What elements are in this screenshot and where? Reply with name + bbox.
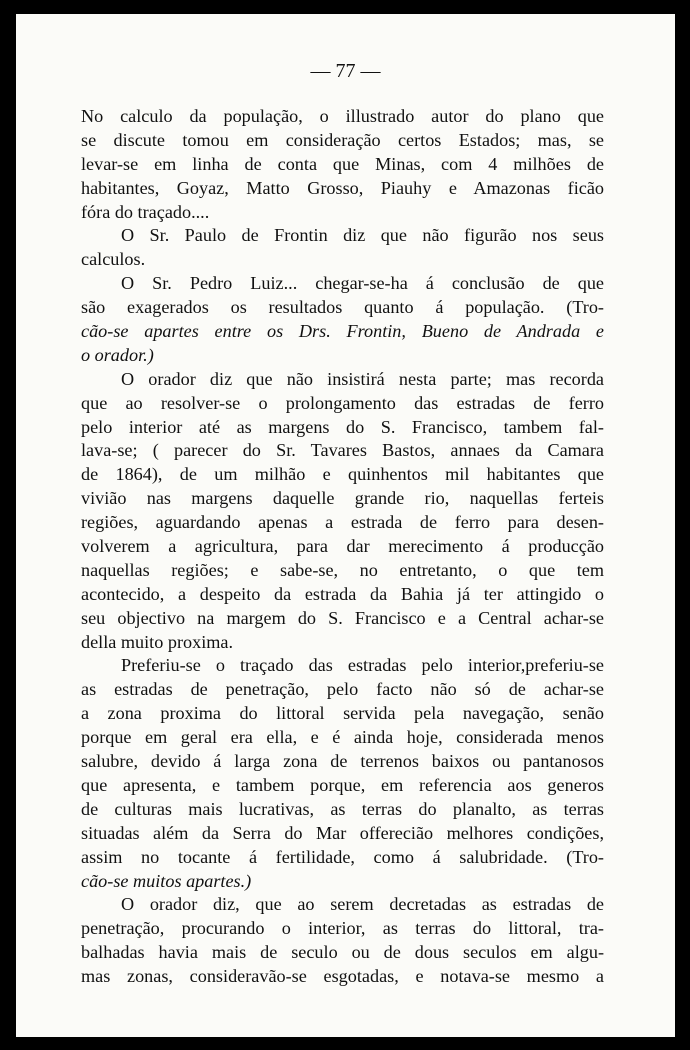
page-number: — 77 — [310,60,381,82]
text-line: O Sr. Pedro Luiz... chegar-se-ha á conclusão de que [121,273,604,294]
text-line: salubre, devido á larga zona de terrenos baixos ou pantanosos [81,751,604,772]
text-line: balhadas havia mais de seculo ou de dous seculos em algu- [81,942,604,963]
text-line: lava-se; ( parecer do Sr. Tavares Bastos, annaes da Camara [81,440,604,461]
text-line: vivião nas margens daquelle grande rio, naquellas ferteis [81,488,604,509]
italic-aside: o orador.) [81,344,154,365]
text-line: as estradas de penetração, pelo facto não só de achar-se [81,679,604,700]
text-line: della muito proxima. [81,631,234,652]
text-line: penetração, procurando o interior, as terras do littoral, tra- [81,918,604,939]
text-line: regiões, aguardando apenas a estrada de ferro para desen- [81,512,604,533]
text-line: calculos. [81,249,146,270]
text-line: acontecido, a despeito da estrada da Bahia já ter attingido o [81,583,604,604]
text-line: naquellas regiões; e sabe-se, no entretanto, o que tem [81,559,604,580]
text-line: O orador diz que não insistirá nesta parte; mas recorda [121,368,604,389]
text-line [81,870,604,894]
text-line: são exagerados os resultados quanto á população. (Tro- [81,297,604,318]
text-line: se discute tomou em consideração certos Estados; mas, se [81,129,604,150]
text-line: que apresenta, e tambem porque, em referencia aos generos [81,774,604,795]
text-line: levar-se em linha de conta que Minas, com 4 milhões de [81,153,604,174]
text-line: fóra do traçado.... [81,201,210,222]
text-line: situadas além da Serra do Mar offerecião melhores condições, [81,822,604,843]
text-line: No calculo da população, o illustrado autor do plano que [81,106,604,126]
text-line: volverem a agricultura, para dar merecimento á producção [81,536,604,557]
text-line: Preferiu-se o traçado das estradas pelo interior,preferiu-se [121,655,604,676]
text-line: seu objectivo na margem do S. Francisco e a Central achar-se [81,607,604,628]
document-page [16,14,675,1037]
italic-aside: cão-se apartes entre os Drs. Frontin, Bueno de Andrada e [81,321,604,342]
text-line: pelo interior até as margens do S. Francisco, tambem fal- [81,416,604,437]
speaker-name: O Sr. Paulo de Frontin diz que não figurão nos seus [121,225,604,246]
text-line: assim no tocante á fertilidade, como á salubridade. (Tro- [81,846,604,867]
text-line [81,224,604,248]
text-line [81,344,604,368]
text-line: habitantes, Goyaz, Matto Grosso, Piauhy e Amazonas ficão [81,177,604,198]
text-line: a zona proxima do littoral servida pela navegação, senão [81,703,604,724]
text-line: porque em geral era ella, e é ainda hoje, considerada menos [81,727,604,748]
text-line: de 1864), de um milhão e quinhentos mil habitantes que [81,464,604,485]
text-line: O orador diz, que ao serem decretadas as estradas de [121,894,604,915]
text-line: mas zonas, consideravão-se esgotadas, e notava-se mesmo a [81,966,604,987]
body-text [81,105,604,989]
text-line [81,320,604,344]
italic-aside: cão-se muitos apartes.) [81,870,252,891]
text-line: de culturas mais lucrativas, as terras do planalto, as terras [81,798,604,819]
text-line: que ao resolver-se o prolongamento das estradas de ferro [81,392,604,413]
